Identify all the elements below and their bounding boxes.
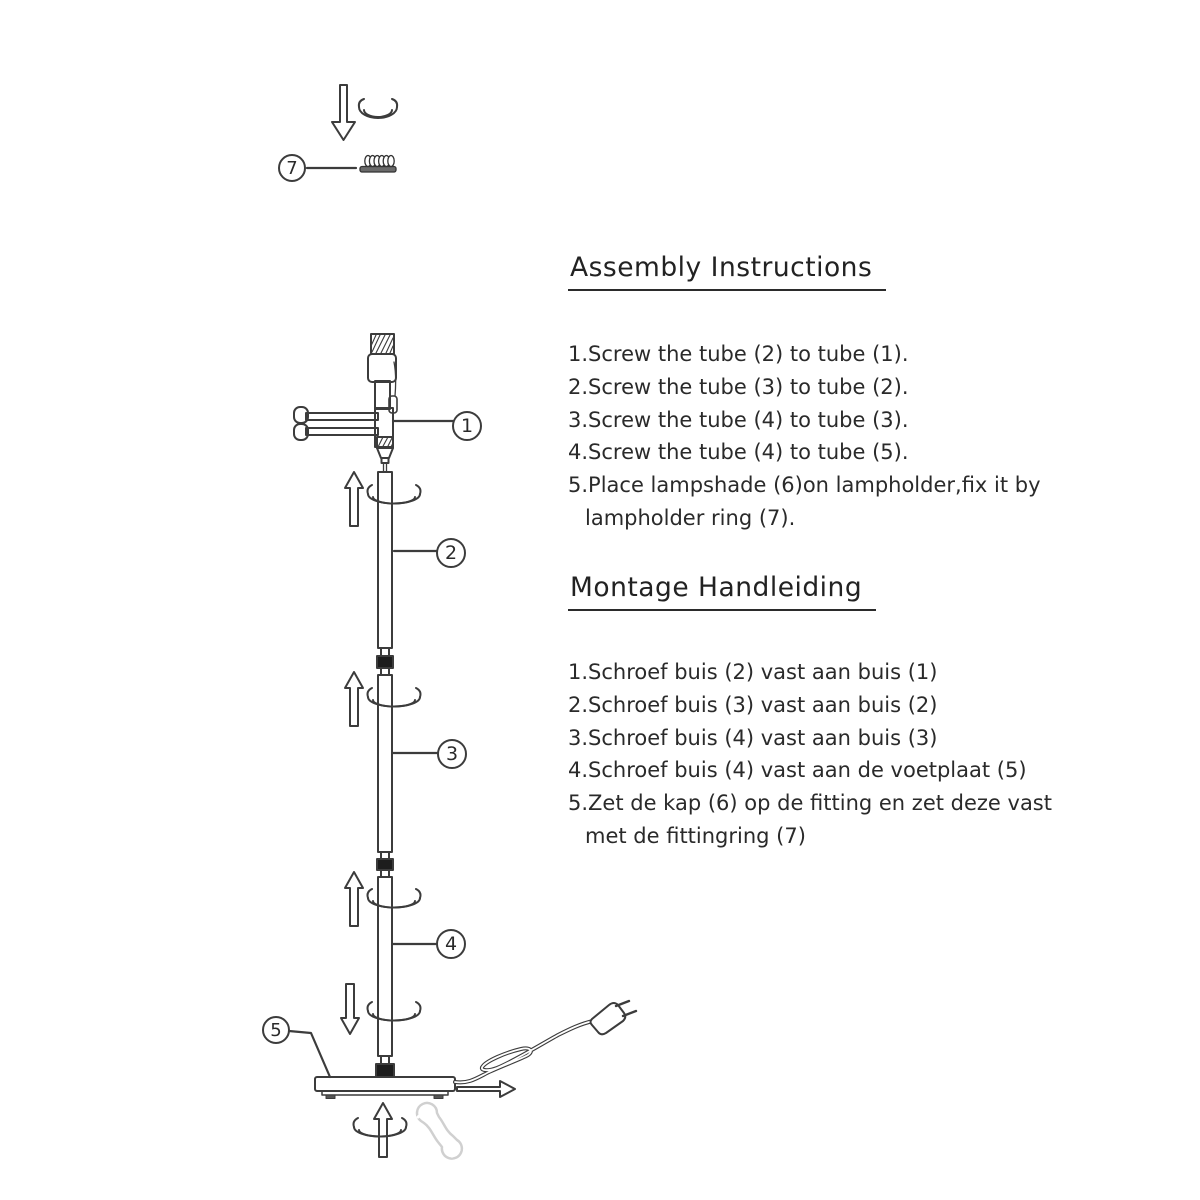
- instruction-line: 1.Schroef buis (2) vast aan buis (1): [568, 660, 938, 684]
- lift-up-arrow-icon: [345, 872, 363, 926]
- dutch-section: [568, 572, 876, 611]
- leader-lines: [289, 168, 453, 1077]
- lamp-top-assembly: [368, 334, 397, 447]
- base-plate-drawing: [315, 1077, 455, 1099]
- instruction-line: met de fittingring (7): [585, 823, 806, 848]
- base-connector: [376, 1056, 394, 1077]
- tube-rotation-ring-icon: [368, 688, 421, 707]
- instruction-line: 5.Place lampshade (6)on lampholder,fix it by: [568, 473, 1041, 498]
- power-cord-drawing: [455, 1001, 636, 1082]
- english-section: [568, 252, 886, 291]
- power-plug-icon: [591, 1001, 637, 1034]
- base-rotate-arrow-icon: [354, 1103, 407, 1157]
- part-label-7: 7: [278, 154, 306, 182]
- push-down-arrow-icon: [332, 85, 355, 140]
- instruction-line: 4.Schroef buis (4) vast aan de voetplaat (5): [568, 758, 1027, 783]
- instruction-line: 4.Screw the tube (4) to tube (5).: [568, 440, 909, 465]
- instruction-line: lampholder ring (7).: [585, 505, 796, 530]
- part-label-2: 2: [436, 538, 466, 568]
- tube-3-drawing: [378, 675, 392, 852]
- instruction-line: 3.Screw the tube (4) to tube (3).: [568, 407, 909, 432]
- rotate-direction-icon: [359, 99, 397, 118]
- wrench-icon: [417, 1103, 462, 1159]
- part-label-4: 4: [436, 929, 466, 959]
- dutch-steps: [568, 656, 1052, 853]
- lamp-chuck: [377, 437, 393, 472]
- english-title: Assembly Instructions: [568, 252, 886, 291]
- lampholder-ring-icon: [360, 156, 396, 173]
- tube-4-drawing: [378, 877, 392, 1056]
- dutch-title: Montage Handleiding: [568, 572, 876, 611]
- instruction-line: 5.Zet de kap (6) op de fitting en zet deze vast: [568, 791, 1052, 816]
- instruction-line: 2.Schroef buis (3) vast aan buis (2): [568, 692, 938, 717]
- part-label-1: 1: [452, 411, 482, 441]
- swing-arm: [294, 407, 378, 440]
- lift-up-arrow-icon: [345, 472, 363, 526]
- tube-connector: [377, 648, 393, 675]
- tube-2-drawing: [378, 472, 392, 648]
- instruction-line: 3.Schroef buis (4) vast aan buis (3): [568, 725, 938, 750]
- instruction-line: 1.Screw the tube (2) to tube (1).: [568, 342, 909, 366]
- instruction-line: 2.Screw the tube (3) to tube (2).: [568, 374, 909, 399]
- part-label-5: 5: [262, 1016, 290, 1044]
- tube-rotation-ring-icon: [368, 1002, 421, 1021]
- tube-connector: [377, 852, 393, 877]
- tube-rotation-ring-icon: [368, 485, 421, 504]
- tube-rotation-ring-icon: [368, 889, 421, 908]
- part-label-3: 3: [437, 739, 467, 769]
- english-steps: [568, 338, 1041, 535]
- pull-down-arrow-icon: [341, 984, 359, 1034]
- lift-up-arrow-icon: [345, 672, 363, 726]
